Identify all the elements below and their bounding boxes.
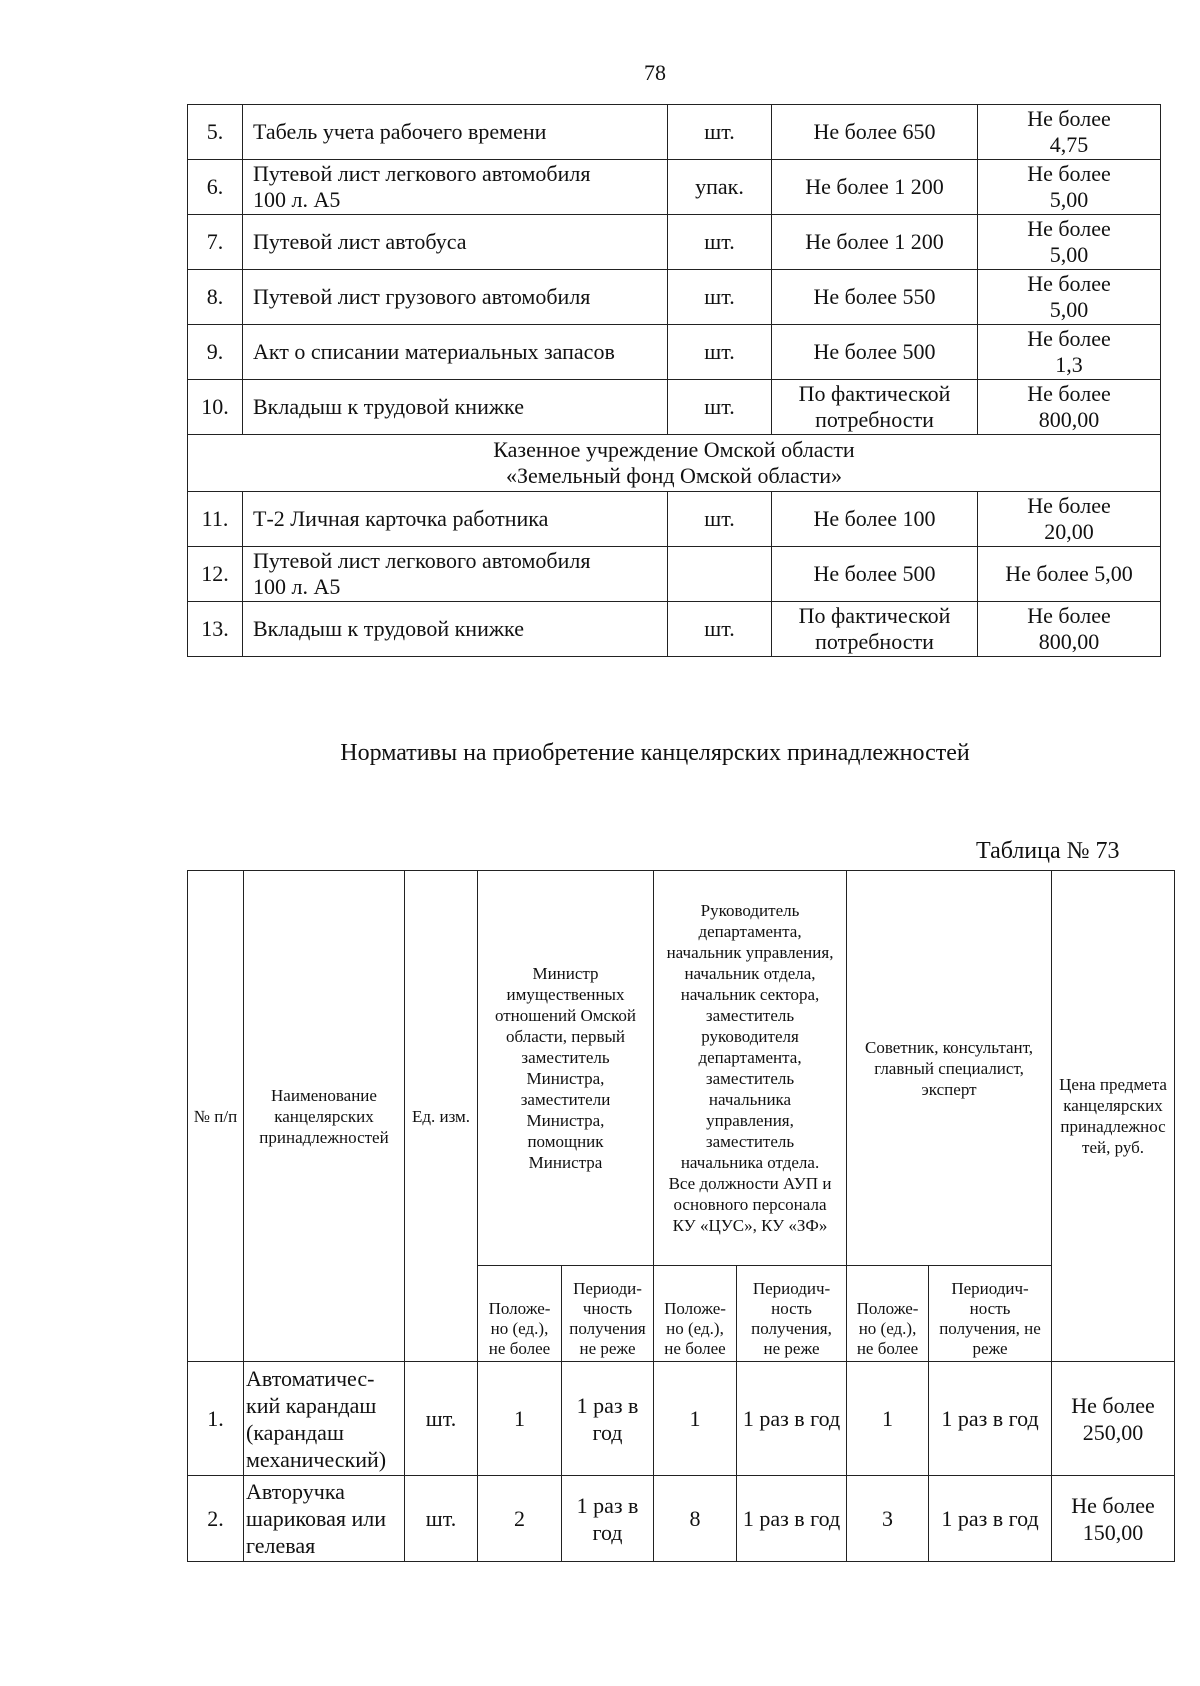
cell-line: начальник сектора, (680, 985, 820, 1004)
header-group-minister (478, 871, 654, 1266)
section-row (188, 435, 1161, 492)
cell-line: реже (972, 1339, 1008, 1358)
period-minister (562, 1476, 654, 1562)
cell-line: получения, не (939, 1319, 1041, 1338)
qty-heads: 8 (654, 1476, 737, 1562)
cell-line: механический) (246, 1446, 387, 1472)
cell-line: (карандаш (246, 1419, 344, 1445)
cell-line: Путевой лист легкового автомобиля (253, 548, 591, 573)
cell-line: Казенное учреждение Омской области (493, 437, 855, 462)
cell-line: управления, (706, 1111, 794, 1130)
cell-line: но (ед.), (858, 1319, 917, 1338)
period-heads: 1 раз в год (737, 1362, 847, 1476)
cell-line: но (ед.), (490, 1319, 549, 1338)
cell-line: Руководитель (700, 901, 800, 920)
cell-line: Наименование (271, 1085, 377, 1105)
item-unit: шт. (405, 1362, 478, 1476)
cell-line: Все должности АУП и (668, 1174, 832, 1193)
cell-line: Не более 500 (813, 339, 936, 364)
header-group-heads (654, 871, 847, 1266)
cell-line: Не более (1027, 216, 1111, 241)
subheader-period-1 (562, 1266, 654, 1362)
cell-line: Путевой лист легкового автомобиля (253, 161, 591, 186)
item-price (978, 270, 1161, 325)
item-quantity (772, 547, 978, 602)
item-price (978, 547, 1161, 602)
row-number: 11. (188, 492, 243, 547)
header-group-advisors (847, 871, 1052, 1266)
cell-line: не более (856, 1339, 919, 1358)
cell-line: Положе- (488, 1299, 551, 1318)
cell-line: шариковая или (246, 1506, 387, 1531)
subheader-qty-1 (478, 1266, 562, 1362)
cell-line: Не более (1027, 106, 1111, 131)
cell-line: Не более (1027, 603, 1111, 628)
cell-line: 250,00 (1082, 1419, 1144, 1445)
main-table (187, 870, 1175, 1562)
subheader-qty-2 (654, 1266, 737, 1362)
header-price (1052, 871, 1175, 1362)
table-row (188, 492, 1161, 547)
cell-line: По фактической (798, 381, 951, 406)
cell-line: гелевая (246, 1533, 316, 1558)
cell-line: Не более 100 (813, 506, 936, 531)
cell-line: Т-2 Личная карточка работника (253, 506, 549, 531)
section-heading (188, 435, 1161, 492)
cell-line: год (592, 1419, 623, 1445)
cell-line: Не более (1071, 1492, 1155, 1518)
item-name (244, 1476, 405, 1562)
cell-line: Периодич- (951, 1279, 1029, 1298)
qty-advisors: 3 (847, 1476, 929, 1562)
cell-line: Не более (1027, 381, 1111, 406)
cell-line: ность (771, 1299, 812, 1318)
cell-line: Не более (1027, 493, 1111, 518)
item-quantity (772, 105, 978, 160)
item-price (978, 105, 1161, 160)
row-number: 9. (188, 325, 243, 380)
item-quantity (772, 160, 978, 215)
cell-line: потребности (815, 407, 934, 432)
cell-line: Не более 1 200 (805, 229, 944, 254)
cell-line: 5,00 (1049, 297, 1089, 322)
table-label: Таблица № 73 (976, 838, 1120, 864)
table-row (188, 325, 1161, 380)
cell-line: не более (664, 1339, 726, 1358)
cell-line: заместитель (705, 1132, 795, 1151)
cell-line: заместитель (521, 1048, 610, 1067)
qty-heads: 1 (654, 1362, 737, 1476)
cell-line: эксперт (921, 1079, 977, 1099)
cell-line: Не более 550 (813, 284, 936, 309)
item-price (978, 602, 1161, 657)
item-price (978, 380, 1161, 435)
cell-line: основного персонала (673, 1195, 827, 1214)
cell-line: Положе- (856, 1299, 919, 1318)
cell-line: Табель учета рабочего времени (253, 119, 547, 144)
cell-line: Вкладыш к трудовой книжке (253, 394, 524, 419)
cell-line: Путевой лист автобуса (253, 229, 467, 254)
row-number: 13. (188, 602, 243, 657)
cell-line: 800,00 (1038, 407, 1100, 432)
cell-line: начальник управления, (666, 943, 834, 962)
cell-line: 800,00 (1038, 629, 1100, 654)
item-name (243, 105, 668, 160)
cell-line: Периодич- (752, 1279, 831, 1298)
cell-line: Не более (1071, 1392, 1155, 1418)
cell-line: 1 раз в (576, 1492, 639, 1518)
item-unit: шт. (668, 602, 772, 657)
item-unit: шт. (668, 215, 772, 270)
cell-line: принадлежнос (1060, 1117, 1166, 1136)
cell-line: КУ «ЦУС», КУ «ЗФ» (672, 1216, 828, 1235)
row-number: 12. (188, 547, 243, 602)
row-number: 2. (188, 1476, 244, 1562)
item-price (978, 492, 1161, 547)
cell-line: заместитель (705, 1069, 795, 1088)
item-name (243, 270, 668, 325)
cell-line: департамента, (698, 1048, 802, 1067)
item-quantity (772, 492, 978, 547)
item-quantity (772, 270, 978, 325)
cell-line: получения, (751, 1319, 832, 1338)
cell-line: Советник, консультант, (865, 1037, 1034, 1057)
header-row (188, 871, 1175, 1266)
cell-line: департамента, (698, 922, 802, 941)
item-quantity (772, 325, 978, 380)
cell-line: 20,00 (1044, 519, 1094, 544)
table-row (188, 270, 1161, 325)
item-price (978, 215, 1161, 270)
item-unit: шт. (668, 325, 772, 380)
cell-line: Автоматичес- (246, 1365, 375, 1391)
table-row (188, 105, 1161, 160)
cell-line: но (ед.), (666, 1319, 724, 1338)
cell-line: тей, руб. (1082, 1138, 1145, 1157)
cell-line: Не более (1027, 161, 1111, 186)
cell-line: Не более (1027, 271, 1111, 296)
period-advisors: 1 раз в год (929, 1476, 1052, 1562)
cell-line: не реже (763, 1339, 820, 1358)
period-heads: 1 раз в год (737, 1476, 847, 1562)
cell-line: Периоди- (573, 1279, 642, 1298)
table-row (188, 380, 1161, 435)
qty-minister: 1 (478, 1362, 562, 1476)
subheader-qty-3 (847, 1266, 929, 1362)
cell-line: руководителя (701, 1027, 799, 1046)
cell-line: год (592, 1519, 623, 1545)
subheader-period-2 (737, 1266, 847, 1362)
cell-line: главный специалист, (874, 1058, 1024, 1078)
top-table (187, 104, 1161, 657)
cell-line: канцелярских (1063, 1096, 1163, 1115)
cell-line: Вкладыш к трудовой книжке (253, 616, 524, 641)
header-name (244, 871, 405, 1362)
cell-line: области, первый (505, 1027, 626, 1046)
cell-line: 1 раз в (576, 1392, 639, 1418)
item-name (243, 325, 668, 380)
table-row (188, 1476, 1175, 1562)
cell-line: 150,00 (1082, 1519, 1144, 1545)
qty-advisors: 1 (847, 1362, 929, 1476)
qty-minister: 2 (478, 1476, 562, 1562)
item-price (978, 160, 1161, 215)
cell-line: 100 л. А5 (253, 187, 341, 212)
cell-line: Министр (532, 964, 599, 983)
row-number: 8. (188, 270, 243, 325)
cell-line: По фактической (798, 603, 951, 628)
item-unit (668, 547, 772, 602)
cell-line: Положе- (664, 1299, 726, 1318)
item-price (1052, 1362, 1175, 1476)
cell-line: заместитель (705, 1006, 795, 1025)
item-unit: шт. (668, 492, 772, 547)
table-row (188, 547, 1161, 602)
cell-line: Не более 1 200 (805, 174, 944, 199)
cell-line: Не более (1027, 326, 1111, 351)
item-quantity (772, 380, 978, 435)
item-name (243, 602, 668, 657)
item-name (243, 160, 668, 215)
header-unit: Ед. изм. (405, 871, 478, 1362)
table-row (188, 215, 1161, 270)
item-price (978, 325, 1161, 380)
table-row (188, 1362, 1175, 1476)
table-row (188, 602, 1161, 657)
cell-line: не более (488, 1339, 551, 1358)
cell-line: начальника отдела. (680, 1153, 820, 1172)
cell-line: начальника (708, 1090, 792, 1109)
item-unit: шт. (405, 1476, 478, 1562)
cell-line: начальник отдела, (684, 964, 816, 983)
cell-line: Министра, (526, 1111, 605, 1130)
cell-line: 5,00 (1049, 242, 1089, 267)
row-number: 1. (188, 1362, 244, 1476)
cell-line: Министра (528, 1153, 603, 1172)
cell-line: чность (582, 1299, 633, 1318)
cell-line: Акт о списании материальных запасов (253, 339, 615, 364)
item-unit: упак. (668, 160, 772, 215)
cell-line: Цена предмета (1059, 1075, 1167, 1094)
cell-line: Не более 650 (813, 119, 936, 144)
item-name (243, 492, 668, 547)
cell-line: не реже (579, 1339, 636, 1358)
cell-line: принадлежностей (259, 1127, 389, 1147)
subheader-period-3 (929, 1266, 1052, 1362)
cell-line: потребности (815, 629, 934, 654)
section-title: Нормативы на приобретение канцелярских принадлежностей (340, 740, 970, 766)
row-number: 5. (188, 105, 243, 160)
cell-line: 1,3 (1055, 352, 1083, 377)
period-advisors: 1 раз в год (929, 1362, 1052, 1476)
cell-line: Министра, (526, 1069, 605, 1088)
cell-line: 5,00 (1049, 187, 1089, 212)
table-row (188, 160, 1161, 215)
item-unit: шт. (668, 270, 772, 325)
cell-line: канцелярских (274, 1106, 374, 1126)
header-num: № п/п (188, 871, 244, 1362)
cell-line: 4,75 (1049, 132, 1089, 157)
cell-line: Не более 500 (813, 561, 936, 586)
item-name (244, 1362, 405, 1476)
item-name (243, 547, 668, 602)
row-number: 7. (188, 215, 243, 270)
cell-line: получения (569, 1319, 646, 1338)
item-name (243, 380, 668, 435)
cell-line: ность (969, 1299, 1011, 1318)
row-number: 10. (188, 380, 243, 435)
item-quantity (772, 602, 978, 657)
item-price (1052, 1476, 1175, 1562)
item-unit: шт. (668, 105, 772, 160)
row-number: 6. (188, 160, 243, 215)
page-number: 78 (644, 60, 666, 85)
cell-line: 100 л. А5 (253, 574, 341, 599)
item-unit: шт. (668, 380, 772, 435)
cell-line: кий карандаш (246, 1392, 377, 1418)
item-name (243, 215, 668, 270)
cell-line: заместители (520, 1090, 611, 1109)
cell-line: Авторучка (246, 1479, 345, 1504)
cell-line: помощник (527, 1132, 604, 1151)
cell-line: «Земельный фонд Омской области» (506, 463, 842, 488)
cell-line: имущественных (506, 985, 625, 1004)
cell-line: отношений Омской (494, 1006, 637, 1025)
period-minister (562, 1362, 654, 1476)
item-quantity (772, 215, 978, 270)
cell-line: Путевой лист грузового автомобиля (253, 284, 591, 309)
cell-line: Не более 5,00 (1005, 561, 1133, 586)
